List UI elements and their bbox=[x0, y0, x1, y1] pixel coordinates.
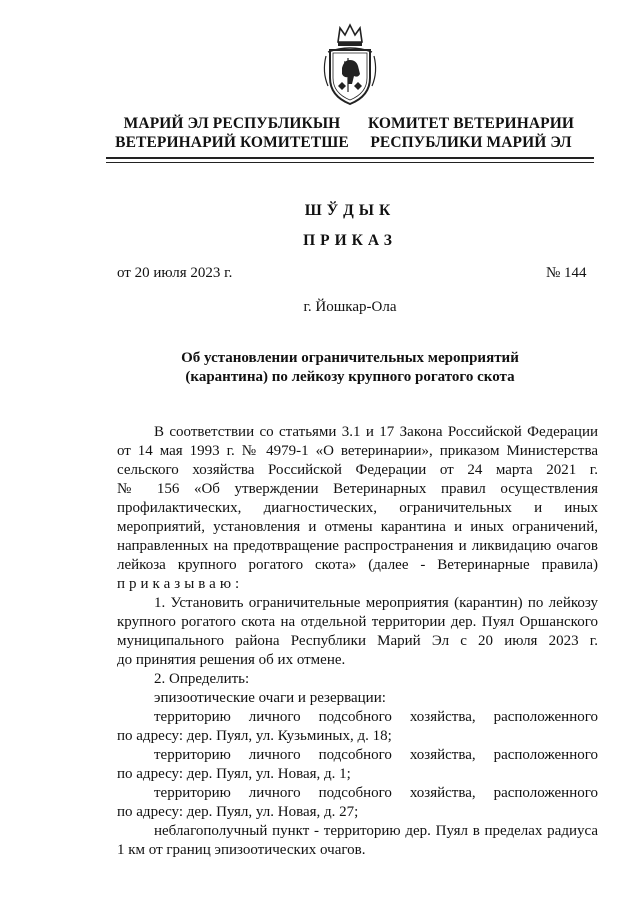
body-line: крупного рогатого скота на отдельной территории дер. Пуял Оршанского bbox=[117, 614, 598, 630]
order-body bbox=[117, 423, 598, 860]
body-line-prikazyvayu: приказываю: bbox=[117, 576, 244, 592]
body-line: 1. Установить ограничительные мероприятия (карантин) по лейкозу bbox=[154, 595, 598, 611]
order-city: г. Йошкар-Ола bbox=[303, 299, 397, 315]
header-divider-thin bbox=[106, 162, 594, 163]
body-line: В соответствии со статьями 3.1 и 17 Закона Российской Федерации bbox=[154, 424, 598, 440]
header-left bbox=[112, 114, 352, 152]
body-line: по адресу: дер. Пуял, ул. Кузьминых, д. 18; bbox=[117, 728, 392, 744]
header-right-line-1: КОМИТЕТ ВЕТЕРИНАРИИ bbox=[367, 115, 575, 132]
body-line: сельского хозяйства Российской Федерации от 24 марта 2021 г. bbox=[117, 462, 598, 478]
order-date: от 20 июля 2023 г. bbox=[117, 265, 233, 281]
doc-type-mari: ШЎДЫК bbox=[304, 202, 396, 219]
body-line: по адресу: дер. Пуял, ул. Новая, д. 27; bbox=[117, 804, 359, 820]
order-title-line-2: (карантина) по лейкозу крупного рогатого скота bbox=[185, 369, 515, 385]
body-line: территорию личного подсобного хозяйства, расположенного bbox=[154, 785, 598, 801]
header-divider-thick bbox=[106, 157, 594, 159]
body-line: муниципального района Республики Марий Эл с 20 июля 2023 г. bbox=[117, 633, 598, 649]
order-title bbox=[140, 349, 560, 387]
body-line: № 156 «Об утверждении Ветеринарных правил осуществления bbox=[117, 481, 598, 497]
order-number: № 144 bbox=[546, 265, 587, 281]
header-left-line-1: МАРИЙ ЭЛ РЕСПУБЛИКЫН bbox=[123, 115, 341, 132]
body-line: 1 км от границ эпизоотических очагов. bbox=[117, 842, 366, 858]
body-line: мероприятий, установления и отмены карантина и иных ограничений, bbox=[117, 519, 598, 535]
body-line: 2. Определить: bbox=[154, 671, 250, 687]
body-line: лейкоза крупного рогатого скота» (далее - Ветеринарные правила) bbox=[117, 557, 598, 573]
header-right-line-2: РЕСПУБЛИКИ МАРИЙ ЭЛ bbox=[370, 134, 572, 151]
doc-type-russian: ПРИКАЗ bbox=[303, 232, 397, 249]
body-line: эпизоотические очаги и резервации: bbox=[154, 690, 386, 706]
header-right bbox=[360, 114, 582, 152]
body-line: по адресу: дер. Пуял, ул. Новая, д. 1; bbox=[117, 766, 351, 782]
body-line: неблагополучный пункт - территорию дер. Пуял в пределах радиуса bbox=[154, 823, 598, 839]
body-line: территорию личного подсобного хозяйства, расположенного bbox=[154, 709, 598, 725]
header-left-line-2: ВЕТЕРИНАРИЙ КОМИТЕТШЕ bbox=[115, 134, 349, 151]
body-line: до принятия решения об их отмене. bbox=[117, 652, 346, 668]
body-line: профилактических, диагностических, ограничительных и иных bbox=[117, 500, 598, 516]
coat-of-arms-icon bbox=[318, 22, 382, 108]
order-title-line-1: Об установлении ограничительных мероприятий bbox=[181, 350, 519, 366]
body-line: от 14 мая 1993 г. № 4979-1 «О ветеринарии», приказом Министерства bbox=[117, 443, 598, 459]
body-line: направленных на предотвращение распространения и ликвидацию очагов bbox=[117, 538, 598, 554]
body-line: территорию личного подсобного хозяйства, расположенного bbox=[154, 747, 598, 763]
